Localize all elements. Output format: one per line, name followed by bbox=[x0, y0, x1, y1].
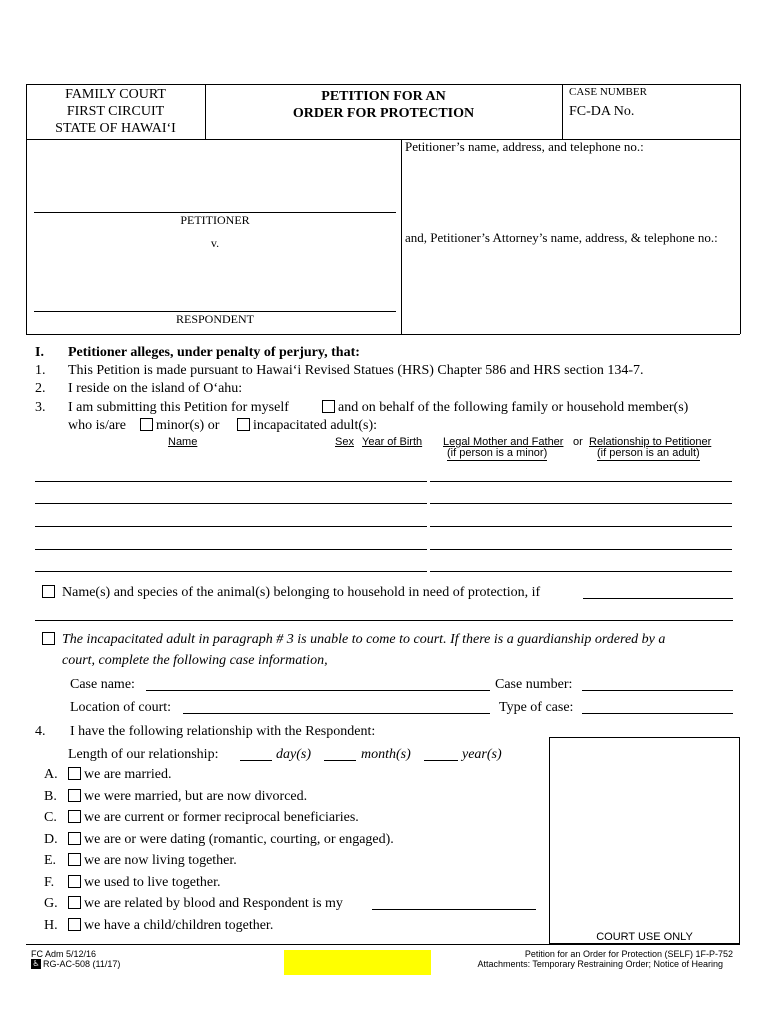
item-2-number: 2. bbox=[35, 381, 46, 396]
court-use-only-box bbox=[549, 737, 740, 944]
form-date: FC Adm 5/12/16 bbox=[31, 949, 97, 959]
footer-rule bbox=[26, 944, 740, 945]
incapacitated-adult-checkbox[interactable] bbox=[237, 418, 250, 431]
parties-divider bbox=[401, 139, 402, 334]
header-divider-2 bbox=[562, 84, 563, 139]
option-b-checkbox[interactable] bbox=[68, 789, 81, 802]
item-1-text: This Petition is made pursuant to Hawai‘i Revised Statues (HRS) Chapter 586 and HRS section 134-7. bbox=[68, 363, 644, 378]
incapacitated-text-1: The incapacitated adult in paragraph # 3 is unable to come to court. If there is a guardianship ordered by a bbox=[62, 632, 666, 647]
behalf-checkbox[interactable] bbox=[322, 400, 335, 413]
member-row-line-2a[interactable] bbox=[35, 503, 427, 504]
petitioner-info-label: Petitioner’s name, address, and telephone no.: bbox=[405, 139, 644, 154]
section-heading: Petitioner alleges, under penalty of perjury, that: bbox=[68, 345, 360, 360]
item-3-line2-c: incapacitated adult(s): bbox=[253, 418, 377, 433]
months-field[interactable] bbox=[324, 760, 356, 761]
header-top-rule bbox=[26, 84, 740, 85]
member-row-line-3b[interactable] bbox=[430, 526, 732, 527]
option-g-checkbox[interactable] bbox=[68, 896, 81, 909]
form-title-line-1: PETITION FOR AN bbox=[321, 89, 446, 104]
item-2-text: I reside on the island of O‘ahu: bbox=[68, 381, 243, 396]
member-row-line-4a[interactable] bbox=[35, 549, 427, 550]
item-1-number: 1. bbox=[35, 363, 46, 378]
minor-checkbox[interactable] bbox=[140, 418, 153, 431]
option-h-checkbox[interactable] bbox=[68, 918, 81, 931]
option-e-checkbox[interactable] bbox=[68, 853, 81, 866]
col-relationship-note: (if person is an adult) bbox=[597, 447, 700, 459]
court-use-only-label: COURT USE ONLY bbox=[596, 931, 693, 943]
case-name-field[interactable] bbox=[146, 690, 490, 691]
item-4-number: 4. bbox=[35, 724, 46, 739]
option-c-letter: C. bbox=[44, 810, 57, 825]
case-type-label: Type of case: bbox=[499, 700, 574, 715]
court-line-2: FIRST CIRCUIT bbox=[66, 104, 165, 119]
attachments-note: Attachments: Temporary Restraining Order; Notice of Hearing bbox=[477, 959, 723, 969]
option-a-text: we are married. bbox=[84, 767, 172, 782]
parties-bottom-rule bbox=[26, 334, 740, 335]
option-a-checkbox[interactable] bbox=[68, 767, 81, 780]
option-c-text: we are current or former reciprocal beneficiaries. bbox=[84, 810, 359, 825]
years-label: year(s) bbox=[462, 747, 502, 762]
member-row-line-5b[interactable] bbox=[430, 571, 732, 572]
item-3-line2-b: minor(s) or bbox=[156, 418, 220, 433]
col-sex: Sex bbox=[335, 436, 354, 448]
versus-label: v. bbox=[210, 236, 220, 250]
option-a-letter: A. bbox=[44, 767, 58, 782]
guardianship-case-number-label: Case number: bbox=[495, 677, 573, 692]
case-number-label: CASE NUMBER bbox=[569, 86, 647, 98]
option-e-text: we are now living together. bbox=[84, 853, 237, 868]
col-legal-parents: Legal Mother and Father bbox=[443, 436, 564, 448]
col-relationship: Relationship to Petitioner bbox=[589, 436, 712, 448]
court-line-1: FAMILY COURT bbox=[65, 87, 166, 102]
member-row-line-1b[interactable] bbox=[430, 481, 732, 482]
option-d-text: we are or were dating (romantic, courting, or engaged). bbox=[84, 832, 394, 847]
member-row-line-4b[interactable] bbox=[430, 549, 732, 550]
accessibility-icon: ♿ bbox=[32, 959, 40, 968]
days-field[interactable] bbox=[240, 760, 272, 761]
option-g-letter: G. bbox=[44, 896, 58, 911]
col-year-of-birth: Year of Birth bbox=[362, 436, 423, 448]
incapacitated-court-checkbox[interactable] bbox=[42, 632, 55, 645]
option-c-checkbox[interactable] bbox=[68, 810, 81, 823]
animals-fill-line-1[interactable] bbox=[583, 598, 733, 599]
col-or: or bbox=[573, 436, 583, 448]
attorney-info-label: and, Petitioner’s Attorney’s name, address, & telephone no.: bbox=[405, 230, 718, 245]
item-3-number: 3. bbox=[35, 400, 46, 415]
right-border bbox=[740, 84, 741, 334]
form-title-line-2: ORDER FOR PROTECTION bbox=[292, 106, 475, 121]
member-row-line-1a[interactable] bbox=[35, 481, 427, 482]
case-number-value[interactable]: FC-DA No. bbox=[569, 104, 635, 119]
months-label: month(s) bbox=[361, 747, 411, 762]
form-title-footer: Petition for an Order for Protection (SELF) 1F-P-752 bbox=[524, 949, 733, 959]
option-d-letter: D. bbox=[44, 832, 58, 847]
animals-checkbox[interactable] bbox=[42, 585, 55, 598]
animals-text: Name(s) and species of the animal(s) belonging to household in need of protection, if bbox=[62, 585, 541, 600]
option-f-text: we used to live together. bbox=[84, 875, 221, 890]
item-4-intro: I have the following relationship with the Respondent: bbox=[70, 724, 376, 739]
option-b-letter: B. bbox=[44, 789, 57, 804]
option-g-text: we are related by blood and Respondent is my bbox=[84, 896, 343, 911]
member-row-line-2b[interactable] bbox=[430, 503, 732, 504]
option-h-text: we have a child/children together. bbox=[84, 918, 274, 933]
years-field[interactable] bbox=[424, 760, 458, 761]
location-label: Location of court: bbox=[70, 700, 172, 715]
location-field[interactable] bbox=[183, 713, 490, 714]
option-f-letter: F. bbox=[44, 875, 55, 890]
member-row-line-5a[interactable] bbox=[35, 571, 427, 572]
case-type-field[interactable] bbox=[582, 713, 733, 714]
form-title bbox=[205, 88, 562, 122]
days-label: day(s) bbox=[276, 747, 311, 762]
respondent-label: RESPONDENT bbox=[175, 312, 254, 326]
section-numeral: I. bbox=[35, 345, 44, 360]
parties-left-border bbox=[26, 139, 27, 334]
option-e-letter: E. bbox=[44, 853, 57, 868]
guardianship-case-number-field[interactable] bbox=[582, 690, 733, 691]
member-row-line-3a[interactable] bbox=[35, 526, 427, 527]
case-name-label: Case name: bbox=[70, 677, 135, 692]
option-f-checkbox[interactable] bbox=[68, 875, 81, 888]
col-parents-note: (if person is a minor) bbox=[447, 447, 548, 459]
option-g-relation-field[interactable] bbox=[372, 909, 536, 910]
court-line-3: STATE OF HAWAI‘I bbox=[55, 121, 176, 136]
option-d-checkbox[interactable] bbox=[68, 832, 81, 845]
length-label: Length of our relationship: bbox=[68, 747, 219, 762]
item-3-text-a: I am submitting this Petition for myself bbox=[68, 400, 289, 415]
item-3-text-b: and on behalf of the following family or household member(s) bbox=[338, 400, 689, 415]
petitioner-label: PETITIONER bbox=[180, 213, 250, 227]
item-3-line2-a: who is/are bbox=[68, 418, 126, 433]
animals-fill-line-2[interactable] bbox=[35, 620, 733, 621]
form-code: RG-AC-508 (11/17) bbox=[43, 959, 121, 969]
incapacitated-text-2: court, complete the following case information, bbox=[62, 653, 328, 668]
option-b-text: we were married, but are now divorced. bbox=[84, 789, 308, 804]
option-h-letter: H. bbox=[44, 918, 58, 933]
col-name: Name bbox=[168, 436, 198, 448]
court-name bbox=[26, 86, 205, 137]
